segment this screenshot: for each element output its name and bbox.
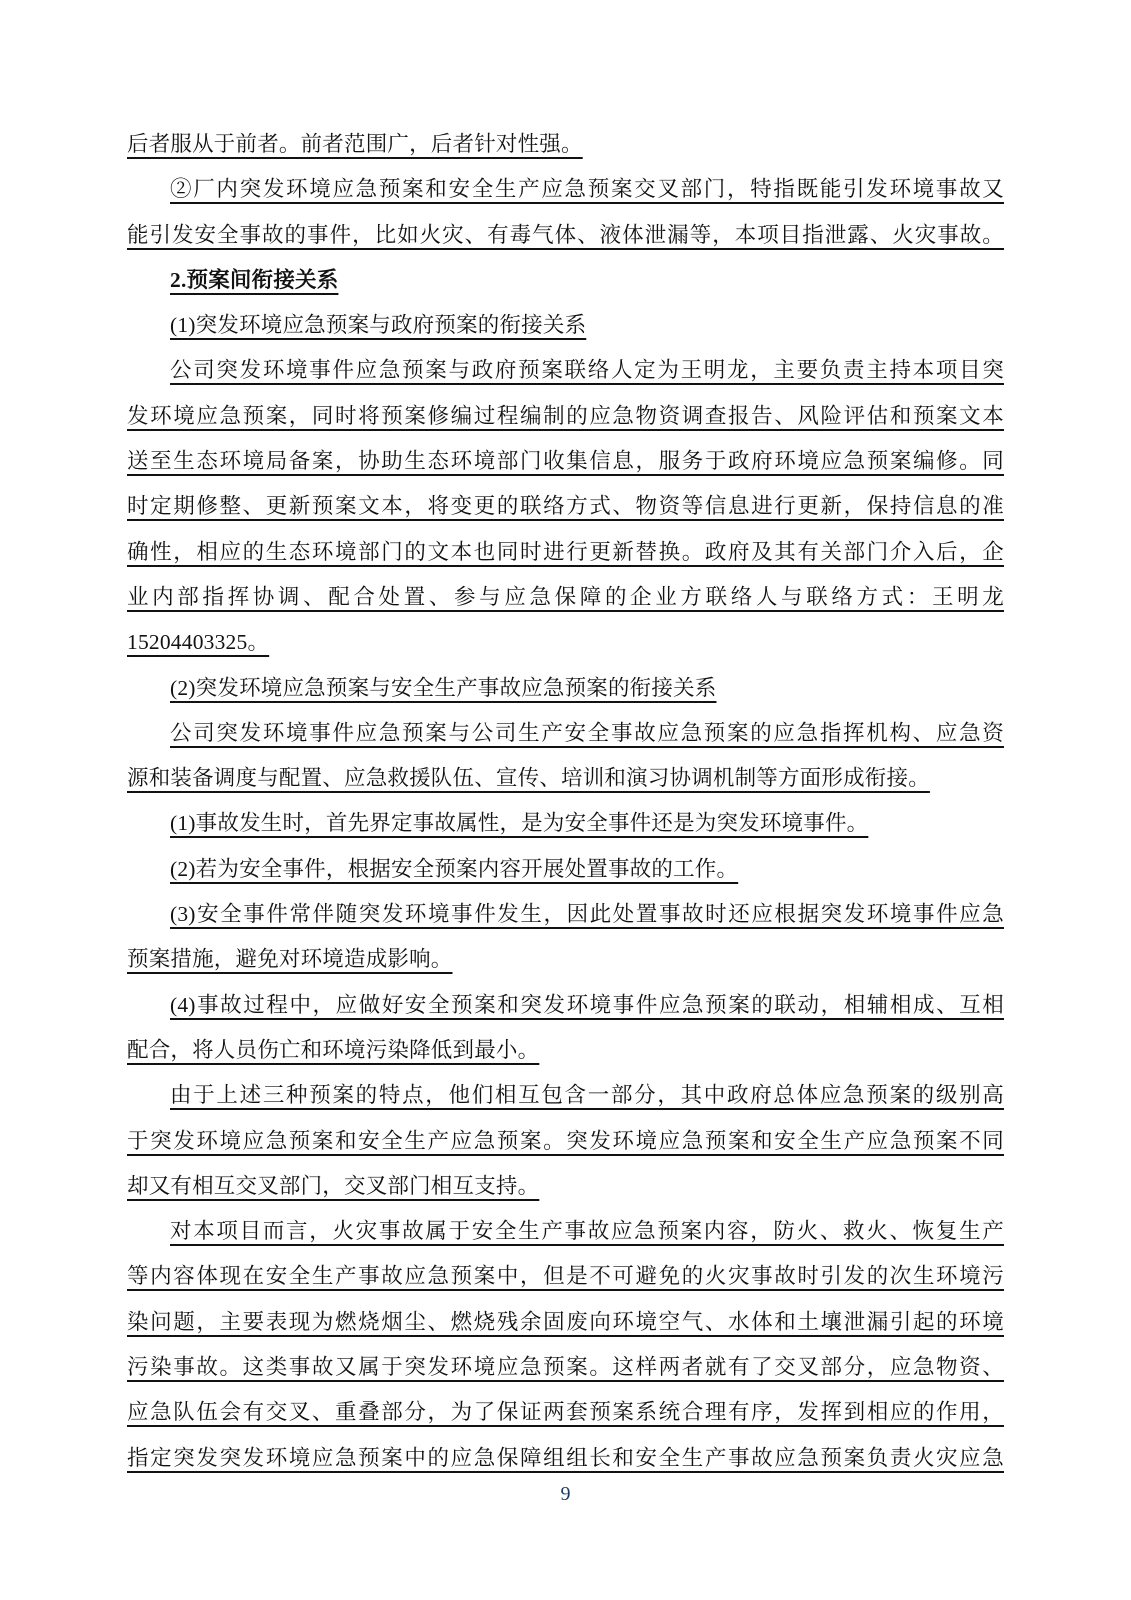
text-line: 送至生态环境局备案，协助生态环境部门收集信息，服务于政府环境应急预案编修。同	[127, 449, 1004, 474]
text-line: 能引发安全事故的事件，比如火灾、有毒气体、液体泄漏等，本项目指泄露、火灾事故。	[127, 222, 1004, 247]
text-line: 指定突发突发环境应急预案中的应急保障组组长和安全生产事故应急预案负责火灾应急	[127, 1445, 1004, 1470]
text-line: 业内部指挥协调、配合处置、参与应急保障的企业方联络人与联络方式：王明龙	[127, 584, 1004, 609]
text-line: ②厂内突发环境应急预案和安全生产应急预案交叉部门，特指既能引发环境事故又	[170, 177, 1004, 202]
text-line: 15204403325。	[127, 630, 270, 655]
document-body	[127, 122, 1004, 1481]
text-line: 公司突发环境事件应急预案与公司生产安全事故应急预案的应急指挥机构、应急资	[170, 720, 1004, 745]
text-line: 污染事故。这类事故又属于突发环境应急预案。这样两者就有了交叉部分，应急物资、	[127, 1355, 1004, 1380]
text-line: 应急队伍会有交叉、重叠部分，为了保证两套预案系统合理有序，发挥到相应的作用，	[127, 1400, 1004, 1425]
text-line: 于突发环境应急预案和安全生产应急预案。突发环境应急预案和安全生产应急预案不同	[127, 1128, 1004, 1153]
text-line: (4)事故过程中，应做好安全预案和突发环境事件应急预案的联动，相辅相成、互相	[170, 992, 1004, 1017]
text-line: 发环境应急预案，同时将预案修编过程编制的应急物资调查报告、风险评估和预案文本	[127, 403, 1004, 428]
text-line: 时定期修整、更新预案文本，将变更的联络方式、物资等信息进行更新，保持信息的准	[127, 494, 1004, 519]
text-line: 由于上述三种预案的特点，他们相互包含一部分，其中政府总体应急预案的级别高	[170, 1083, 1004, 1108]
text-line: 却又有相互交叉部门，交叉部门相互支持。	[127, 1173, 540, 1198]
text-line: (1)事故发生时，首先界定事故属性，是为安全事件还是为突发环境事件。	[170, 811, 869, 836]
text-line: 源和装备调度与配置、应急救援队伍、宣传、培训和演习协调机制等方面形成衔接。	[127, 766, 930, 791]
text-line: 公司突发环境事件应急预案与政府预案联络人定为王明龙，主要负责主持本项目突	[170, 358, 1004, 383]
text-line: 确性，相应的生态环境部门的文本也同时进行更新替换。政府及其有关部门介入后，企	[127, 539, 1004, 564]
text-line: (3)安全事件常伴随突发环境事件发生，因此处置事故时还应根据突发环境事件应急	[170, 902, 1004, 927]
heading-line: 2.预案间衔接关系	[170, 267, 339, 292]
page-number: 9	[560, 1483, 571, 1505]
text-line: 后者服从于前者。前者范围广，后者针对性强。	[127, 132, 583, 156]
text-line: 预案措施，避免对环境造成影响。	[127, 947, 453, 972]
text-line: 等内容体现在安全生产事故应急预案中，但是不可避免的火灾事故时引发的次生环境污	[127, 1264, 1004, 1289]
text-line: (2)若为安全事件，根据安全预案内容开展处置事故的工作。	[170, 856, 739, 881]
text-line: (2)突发环境应急预案与安全生产事故应急预案的衔接关系	[170, 675, 717, 700]
text-line: 对本项目而言，火灾事故属于安全生产事故应急预案内容，防火、救火、恢复生产	[170, 1219, 1004, 1244]
text-line: 配合，将人员伤亡和环境污染降低到最小。	[127, 1037, 540, 1062]
text-line: 染问题，主要表现为燃烧烟尘、燃烧残余固废向环境空气、水体和土壤泄漏引起的环境	[127, 1309, 1004, 1334]
text-line: (1)突发环境应急预案与政府预案的衔接关系	[170, 313, 587, 338]
